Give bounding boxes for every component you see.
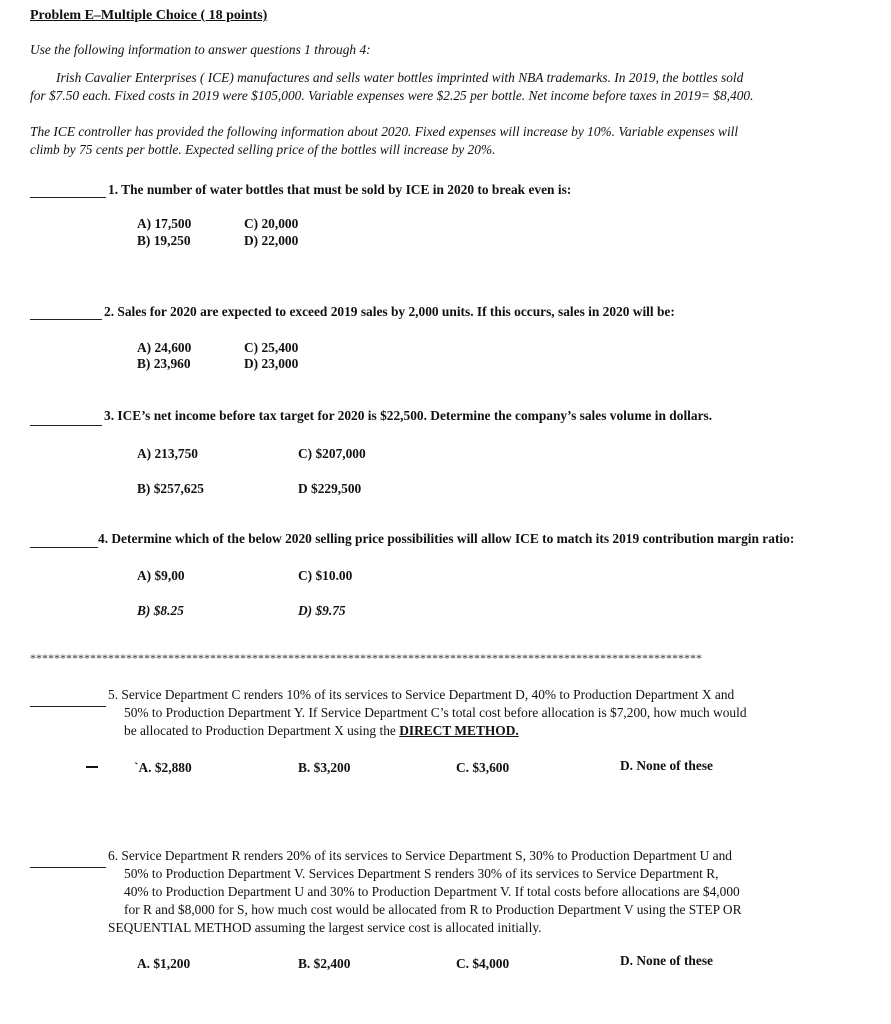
question-5-line-1: 5. Service Department C renders 10% of its services to Service Department D, 40% to Production Department X and [108, 687, 735, 702]
q1-option-d[interactable]: D) 22,000 [244, 233, 299, 248]
q6-option-c[interactable]: C. $4,000 [456, 956, 510, 971]
answer-blank-q2[interactable] [30, 318, 102, 320]
question-5-line-3-text: be allocated to Production Department X using the [124, 723, 400, 738]
question-4-text: 4. Determine which of the below 2020 selling price possibilities will allow ICE to match its 2019 contribution margin ratio: [98, 531, 795, 546]
answer-blank-q6[interactable] [30, 866, 106, 868]
q3-option-d[interactable]: D $229,500 [298, 481, 362, 496]
q5-option-b[interactable]: B. $3,200 [298, 760, 351, 775]
section-divider: **************************************************************************************************************** [30, 651, 702, 665]
question-6-line-2: 50% to Production Department V. Services Department S renders 30% of its services to Service Department R, [124, 866, 719, 881]
question-5-line-2: 50% to Production Department Y. If Service Department C’s total cost before allocation is $7,200, how much would [124, 705, 747, 720]
q5-option-a[interactable]: `A. $2,880 [134, 760, 192, 775]
q4-option-b[interactable]: B) $8.25 [137, 603, 184, 618]
q2-option-c[interactable]: C) 25,400 [244, 340, 299, 355]
q6-option-b[interactable]: B. $2,400 [298, 956, 351, 971]
q4-option-c[interactable]: C) $10.00 [298, 568, 353, 583]
q3-option-a[interactable]: A) 213,750 [137, 446, 198, 461]
intro-line-2: for $7.50 each. Fixed costs in 2019 were $105,000. Variable expenses were $2.25 per bottle. Net income before taxes in 2019= $8,400. [30, 88, 754, 103]
question-2-text: 2. Sales for 2020 are expected to exceed 2019 sales by 2,000 units. If this occurs, sales in 2020 will be: [104, 304, 675, 319]
answer-mark [86, 766, 98, 768]
q6-option-d[interactable]: D. None of these [620, 953, 713, 968]
question-6-line-5: SEQUENTIAL METHOD assuming the largest service cost is allocated initially. [108, 920, 542, 935]
q3-option-c[interactable]: C) $207,000 [298, 446, 366, 461]
q4-option-d[interactable]: D) $9.75 [298, 603, 346, 618]
question-3-text: 3. ICE’s net income before tax target for 2020 is $22,500. Determine the company’s sales volume in dollars. [104, 408, 713, 423]
question-6-line-3: 40% to Production Department U and 30% to Production Department V. If total costs before allocations are $4,000 [124, 884, 740, 899]
q1-option-b[interactable]: B) 19,250 [137, 233, 191, 248]
question-5-line-3 [124, 723, 519, 739]
q1-option-c[interactable]: C) 20,000 [244, 216, 299, 231]
answer-blank-q5[interactable] [30, 705, 106, 707]
intro-line-3: The ICE controller has provided the following information about 2020. Fixed expenses will increase by 10%. Variable expenses will [30, 124, 739, 139]
answer-blank-q4[interactable] [30, 546, 98, 548]
page-title: Problem E–Multiple Choice ( 18 points) [30, 8, 268, 23]
question-1-text: 1. The number of water bottles that must be sold by ICE in 2020 to break even is: [108, 182, 572, 197]
q2-option-d[interactable]: D) 23,000 [244, 356, 299, 371]
q1-option-a[interactable]: A) 17,500 [137, 216, 192, 231]
instruction-text: Use the following information to answer questions 1 through 4: [30, 42, 371, 57]
q5-option-c[interactable]: C. $3,600 [456, 760, 510, 775]
q3-option-b[interactable]: B) $257,625 [137, 481, 204, 496]
intro-line-1: Irish Cavalier Enterprises ( ICE) manufactures and sells water bottles imprinted with NBA trademarks. In 2019, the bottles sold [56, 70, 744, 85]
answer-blank-q1[interactable] [30, 196, 106, 198]
q2-option-a[interactable]: A) 24,600 [137, 340, 192, 355]
q2-option-b[interactable]: B) 23,960 [137, 356, 191, 371]
answer-blank-q3[interactable] [30, 424, 102, 426]
q4-option-a[interactable]: A) $9,00 [137, 568, 185, 583]
question-6-line-4: for R and $8,000 for S, how much cost would be allocated from R to Production Department V using the STEP OR [124, 902, 742, 917]
q5-option-d[interactable]: D. None of these [620, 758, 713, 773]
intro-line-4: climb by 75 cents per bottle. Expected selling price of the bottles will increase by 20%. [30, 142, 496, 157]
q6-option-a[interactable]: A. $1,200 [137, 956, 191, 971]
question-6-line-1: 6. Service Department R renders 20% of its services to Service Department S, 30% to Production Department U and [108, 848, 732, 863]
direct-method-emphasis: DIRECT METHOD. [399, 723, 519, 738]
